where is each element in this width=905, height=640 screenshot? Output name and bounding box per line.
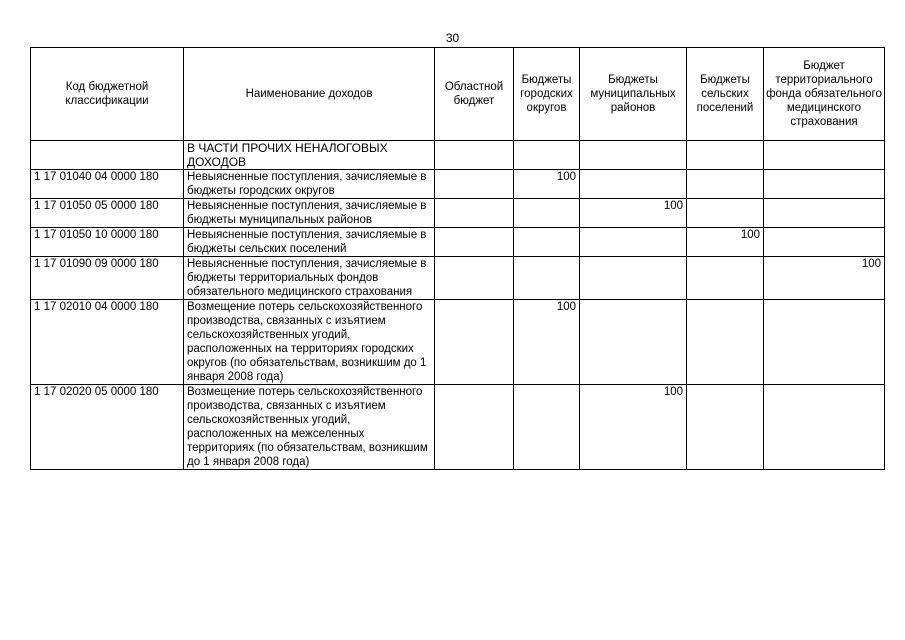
table-row <box>31 300 885 385</box>
section-empty-cell <box>514 141 580 170</box>
header-health-insurance-fund: Бюджет территориального фонда обязательного медицинского страхования <box>764 48 885 141</box>
budget-code-cell: 1 17 02010 04 0000 180 <box>31 300 184 385</box>
section-row <box>31 141 885 170</box>
revenue-name-cell: Невыясненные поступления, зачисляемые в бюджеты территориальных фондов обязательного медицинского страхования <box>184 257 435 300</box>
value-rural-settlements <box>687 300 764 385</box>
revenue-name-cell: Невыясненные поступления, зачисляемые в бюджеты муниципальных районов <box>184 199 435 228</box>
value-health-insurance-fund <box>764 170 885 199</box>
value-municipal-districts <box>580 170 687 199</box>
section-empty-cell <box>687 141 764 170</box>
header-municipal-districts: Бюджеты муниципальных районов <box>580 48 687 141</box>
value-regional-budget <box>435 300 514 385</box>
header-rural-settlements: Бюджеты сельских поселений <box>687 48 764 141</box>
section-empty-cell <box>764 141 885 170</box>
value-city-districts <box>514 228 580 257</box>
value-health-insurance-fund <box>764 199 885 228</box>
revenue-name-cell: Возмещение потерь сельскохозяйственного производства, связанных с изъятием сельскохозяйственных угодий, расположенных на межселенных территориях (по обязательствам, возникшим до 1 января 2008 года) <box>184 385 435 470</box>
table-row <box>31 257 885 300</box>
page-number: 30 <box>445 31 460 45</box>
header-name: Наименование доходов <box>184 48 435 141</box>
value-city-districts <box>514 257 580 300</box>
revenue-distribution-table <box>30 47 885 470</box>
table-row <box>31 228 885 257</box>
value-regional-budget <box>435 257 514 300</box>
section-empty-cell <box>435 141 514 170</box>
revenue-name-cell: Невыясненные поступления, зачисляемые в бюджеты городских округов <box>184 170 435 199</box>
value-city-districts <box>514 199 580 228</box>
value-municipal-districts <box>580 257 687 300</box>
budget-code-cell: 1 17 01050 10 0000 180 <box>31 228 184 257</box>
table-row <box>31 170 885 199</box>
value-rural-settlements: 100 <box>687 228 764 257</box>
budget-code-cell: 1 17 01040 04 0000 180 <box>31 170 184 199</box>
value-city-districts: 100 <box>514 300 580 385</box>
value-health-insurance-fund <box>764 385 885 470</box>
value-regional-budget <box>435 385 514 470</box>
table-body <box>31 141 885 470</box>
value-rural-settlements <box>687 385 764 470</box>
table-header-row <box>31 48 885 141</box>
budget-code-cell: 1 17 01050 05 0000 180 <box>31 199 184 228</box>
section-code-cell <box>31 141 184 170</box>
section-empty-cell <box>580 141 687 170</box>
revenue-name-cell: Возмещение потерь сельскохозяйственного производства, связанных с изъятием сельскохозяйственных угодий, расположенных на территориях городских округов (по обязательствам, возникшим до 1 января 2008 года) <box>184 300 435 385</box>
value-health-insurance-fund: 100 <box>764 257 885 300</box>
value-municipal-districts <box>580 300 687 385</box>
value-municipal-districts <box>580 228 687 257</box>
budget-code-cell: 1 17 01090 09 0000 180 <box>31 257 184 300</box>
table-row <box>31 385 885 470</box>
table-row <box>31 199 885 228</box>
header-city-districts: Бюджеты городских округов <box>514 48 580 141</box>
revenue-name-cell: Невыясненные поступления, зачисляемые в бюджеты сельских поселений <box>184 228 435 257</box>
value-regional-budget <box>435 170 514 199</box>
value-regional-budget <box>435 228 514 257</box>
value-health-insurance-fund <box>764 300 885 385</box>
header-code: Код бюджетной классификации <box>31 48 184 141</box>
value-rural-settlements <box>687 170 764 199</box>
value-municipal-districts: 100 <box>580 199 687 228</box>
value-rural-settlements <box>687 199 764 228</box>
value-city-districts <box>514 385 580 470</box>
value-health-insurance-fund <box>764 228 885 257</box>
value-city-districts: 100 <box>514 170 580 199</box>
value-rural-settlements <box>687 257 764 300</box>
header-regional-budget: Областной бюджет <box>435 48 514 141</box>
section-title: В ЧАСТИ ПРОЧИХ НЕНАЛОГОВЫХ ДОХОДОВ <box>184 141 435 170</box>
budget-code-cell: 1 17 02020 05 0000 180 <box>31 385 184 470</box>
value-regional-budget <box>435 199 514 228</box>
value-municipal-districts: 100 <box>580 385 687 470</box>
